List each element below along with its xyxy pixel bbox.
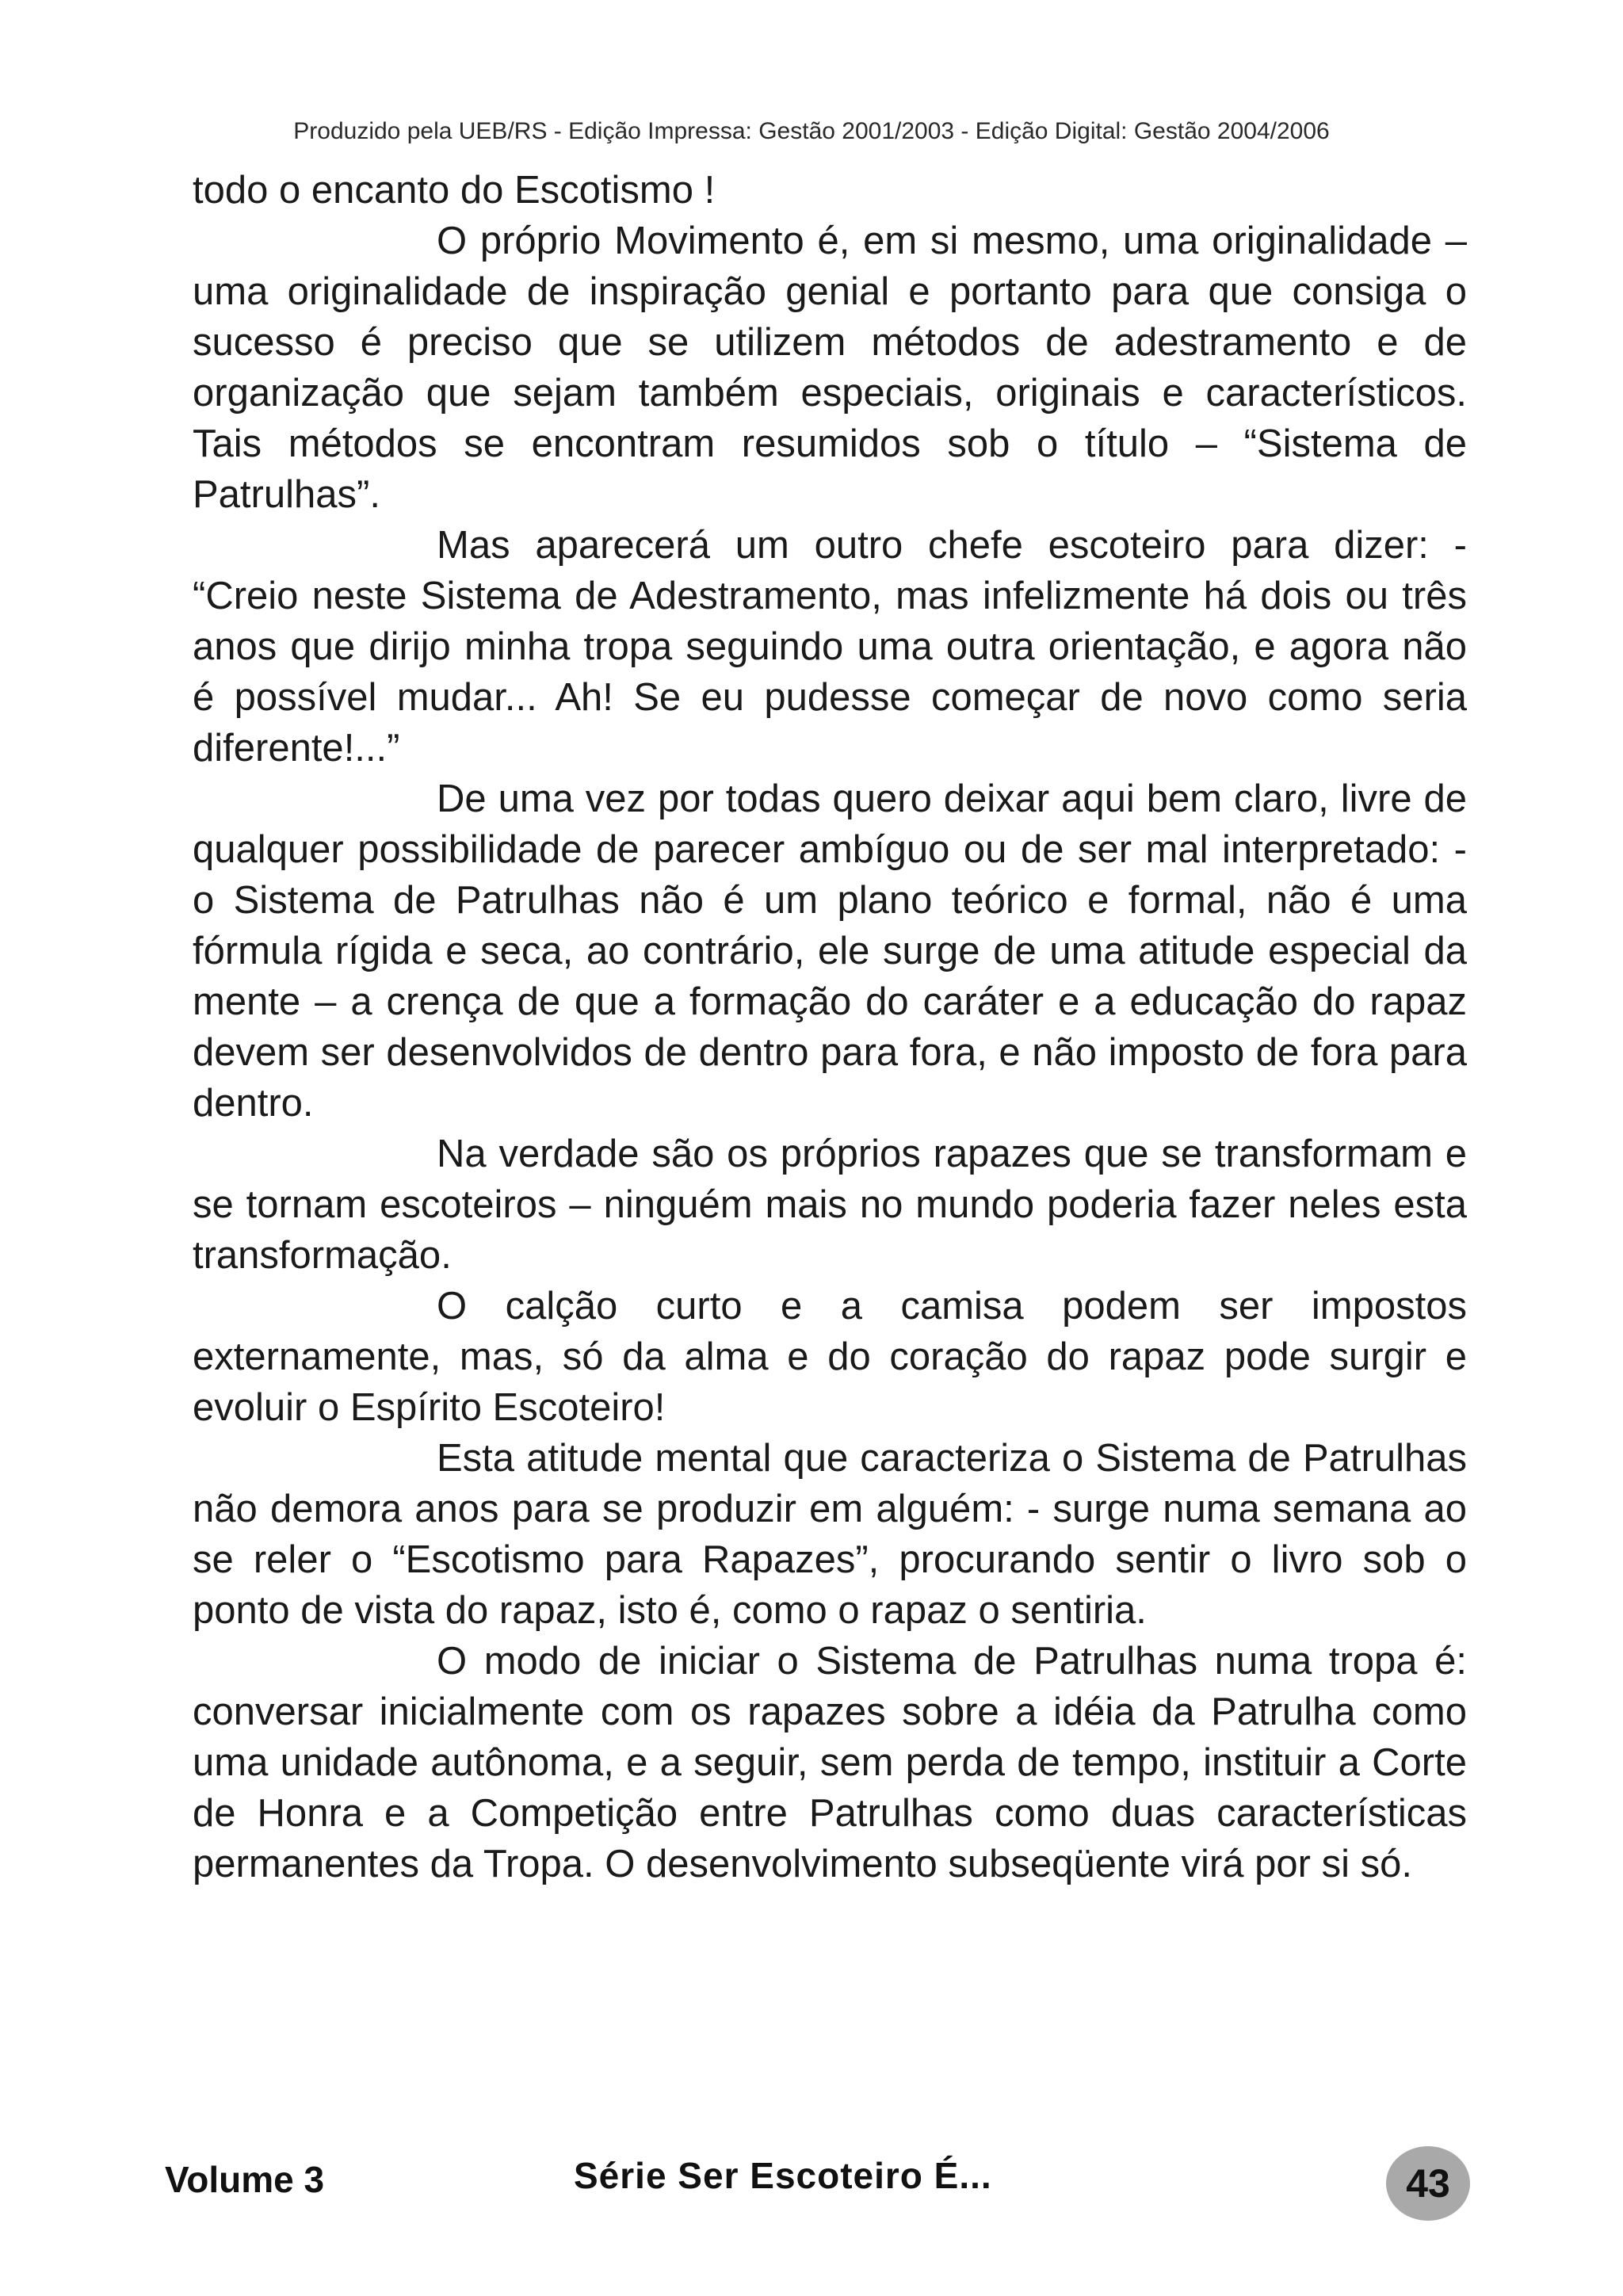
page-number-badge <box>1386 2146 1470 2221</box>
paragraph: De uma vez por todas quero deixar aqui bem claro, livre de qualquer possibilidade de parecer ambíguo ou de ser mal interpretado: - o Sistema de Patrulhas não é um plano teórico e formal, não é uma fórmula rígida e seca, ao contrário, ele surge de uma atitude especial da mente – a crença de que a formação do caráter e a educação do rapaz devem ser desenvolvidos de dentro para fora, e não imposto de fora para dentro. <box>193 777 1467 1125</box>
paragraph: Mas aparecerá um outro chefe escoteiro para dizer: - “Creio neste Sistema de Adestramento, mas infelizmente há dois ou três anos que dirijo minha tropa seguindo uma outra orientação, e agora não é possível mudar... Ah! Se eu pudesse começar de novo como seria diferente!...” <box>193 524 1467 770</box>
paragraph: O calção curto e a camisa podem ser impostos externamente, mas, só da alma e do coração do rapaz pode surgir e evoluir o Espírito Escoteiro! <box>193 1285 1467 1429</box>
paragraph: O modo de iniciar o Sistema de Patrulhas numa tropa é: conversar inicialmente com os rapazes sobre a idéia da Patrulha como uma unidade autônoma, e a seguir, sem perda de tempo, instituir a Corte de Honra e a Competição entre Patrulhas como duas características permanentes da Tropa. O desenvolvimento subseqüente virá por si só. <box>193 1640 1467 1885</box>
footer-series-title: Série Ser Escoteiro É... <box>574 2155 992 2196</box>
paragraph: Na verdade são os próprios rapazes que se transformam e se tornam escoteiros – ninguém mais no mundo poderia fazer neles esta transformação. <box>193 1133 1467 1277</box>
footer-volume: Volume 3 <box>165 2159 325 2200</box>
page-number: 43 <box>1406 2161 1450 2206</box>
paragraph: Esta atitude mental que caracteriza o Sistema de Patrulhas não demora anos para se produzir em alguém: - surge numa semana ao se reler o “Escotismo para Rapazes”, procurando sentir o livro sob o ponto de vista do rapaz, isto é, como o rapaz o sentiria. <box>193 1437 1467 1632</box>
body-text <box>193 165 1467 1889</box>
page-header: Produzido pela UEB/RS - Edição Impressa: Gestão 2001/2003 - Edição Digital: Gestão 2004/2006 <box>293 118 1330 144</box>
paragraph: O próprio Movimento é, em si mesmo, uma originalidade – uma originalidade de inspiração genial e portanto para que consiga o sucesso é preciso que se utilizem métodos de adestramento e de organização que sejam também especiais, originais e característicos. Tais métodos se encontram resumidos sob o título – “Sistema de Patrulhas”. <box>193 220 1467 516</box>
paragraph: todo o encanto do Escotismo ! <box>193 169 716 212</box>
